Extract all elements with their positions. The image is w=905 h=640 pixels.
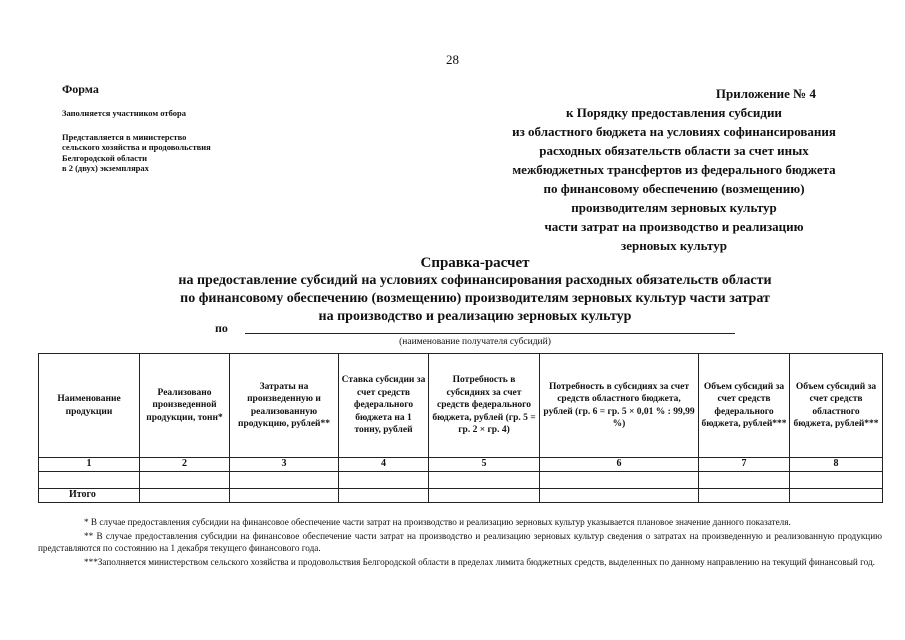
column-number: 6 <box>540 458 699 472</box>
form-submitted-to: Представляется в министерство <box>62 131 187 142</box>
column-number: 5 <box>429 458 540 472</box>
form-filled-by: Заполняется участником отбора <box>62 108 186 118</box>
column-number: 2 <box>140 458 230 472</box>
column-number: 4 <box>339 458 429 472</box>
footnote: ** В случае предоставления субсидии на финансовое обеспечение части затрат на производство и реализацию зерновых культур сведения о затратах на произведенную и реализованную продукцию представляются по состоянию на 1 декабря текущего финансового года. <box>38 531 882 553</box>
table-cell[interactable] <box>540 472 699 489</box>
table-cell[interactable] <box>230 489 339 503</box>
footnote: ***Заполняется министерством сельского хозяйства и продовольствия Белгородской области в пределах лимита бюджетных средств, выделенных по данному направлению на текущий финансовый год. <box>84 557 875 567</box>
footnotes <box>38 516 882 570</box>
table-row <box>39 472 883 489</box>
header-cell: Затраты на произведенную и реализованную продукцию, рублей** <box>230 354 339 458</box>
appendix-number: Приложение № 4 <box>715 86 816 101</box>
column-number: 1 <box>39 458 140 472</box>
title-line: на производство и реализацию зерновых культур <box>318 309 632 324</box>
total-label: Итого <box>39 489 140 503</box>
appendix-line: зерновых культур <box>621 238 727 253</box>
table-cell[interactable] <box>140 472 230 489</box>
header-cell: Реализовано произведенной продукции, тонн* <box>140 354 230 458</box>
table-cell[interactable] <box>230 472 339 489</box>
header-cell: Ставка субсидии за счет средств федерального бюджета на 1 тонну, рублей <box>339 354 429 458</box>
table-cell[interactable] <box>39 472 140 489</box>
form-ministry: сельского хозяйства и продовольствия <box>62 142 211 152</box>
table-cell[interactable] <box>339 489 429 503</box>
form-region: Белгородской области <box>62 152 148 163</box>
title-line: по финансовому обеспечению (возмещению) производителям зерновых культур части затрат <box>180 291 770 306</box>
table-cell[interactable] <box>140 489 230 503</box>
title-main: Справка-расчет <box>420 255 530 271</box>
title-line: на предоставление субсидий на условиях софинансирования расходных обязательств области <box>178 273 772 288</box>
appendix-line: расходных обязательств области за счет иных <box>539 143 809 158</box>
appendix-header <box>482 84 866 255</box>
table-cell[interactable] <box>540 489 699 503</box>
form-copies: в 2 (двух) экземплярах <box>62 163 149 173</box>
table-column-numbers-row <box>39 458 883 472</box>
table-total-row <box>39 489 883 503</box>
appendix-line: из областного бюджета на условиях софинансирования <box>512 124 836 139</box>
recipient-caption: (наименование получателя субсидий) <box>399 337 551 347</box>
header-cell: Объем субсидий за счет средств федерального бюджета, рублей*** <box>699 354 790 458</box>
page-number: 28 <box>446 52 459 67</box>
header-cell: Потребность в субсидиях за счет средств федерального бюджета, рублей (гр. 5 = гр. 2 × гр. 4) <box>429 354 540 458</box>
form-info-block <box>62 82 322 174</box>
table-header-row <box>39 354 883 458</box>
recipient-input-line[interactable] <box>245 333 735 334</box>
form-label: Форма <box>62 82 99 96</box>
table-cell[interactable] <box>429 472 540 489</box>
header-cell: Наименование продукции <box>39 354 140 458</box>
table-cell[interactable] <box>699 489 790 503</box>
appendix-line: производителям зерновых культур <box>571 200 777 215</box>
recipient-prefix: по <box>215 321 228 335</box>
table-cell[interactable] <box>429 489 540 503</box>
recipient-field <box>215 321 735 347</box>
table-cell[interactable] <box>790 472 883 489</box>
column-number: 7 <box>699 458 790 472</box>
appendix-line: к Порядку предоставления субсидии <box>566 105 782 120</box>
footnote: * В случае предоставления субсидии на финансовое обеспечение части затрат на производство и реализацию зерновых культур указывается плановое значение данного показателя. <box>84 517 791 527</box>
document-title <box>120 254 830 326</box>
appendix-line: по финансовому обеспечению (возмещению) <box>543 181 805 196</box>
table-cell[interactable] <box>699 472 790 489</box>
appendix-line: части затрат на производство и реализацию <box>544 219 804 234</box>
header-cell: Потребность в субсидиях за счет средств областного бюджета, рублей (гр. 6 = гр. 5 × 0,01 % : 99,99 %) <box>540 354 699 458</box>
column-number: 8 <box>790 458 883 472</box>
appendix-line: межбюджетных трансфертов из федерального бюджета <box>512 162 836 177</box>
table-cell[interactable] <box>790 489 883 503</box>
column-number: 3 <box>230 458 339 472</box>
calculation-table <box>38 353 883 503</box>
table-cell[interactable] <box>339 472 429 489</box>
header-cell: Объем субсидий за счет средств областного бюджета, рублей*** <box>790 354 883 458</box>
